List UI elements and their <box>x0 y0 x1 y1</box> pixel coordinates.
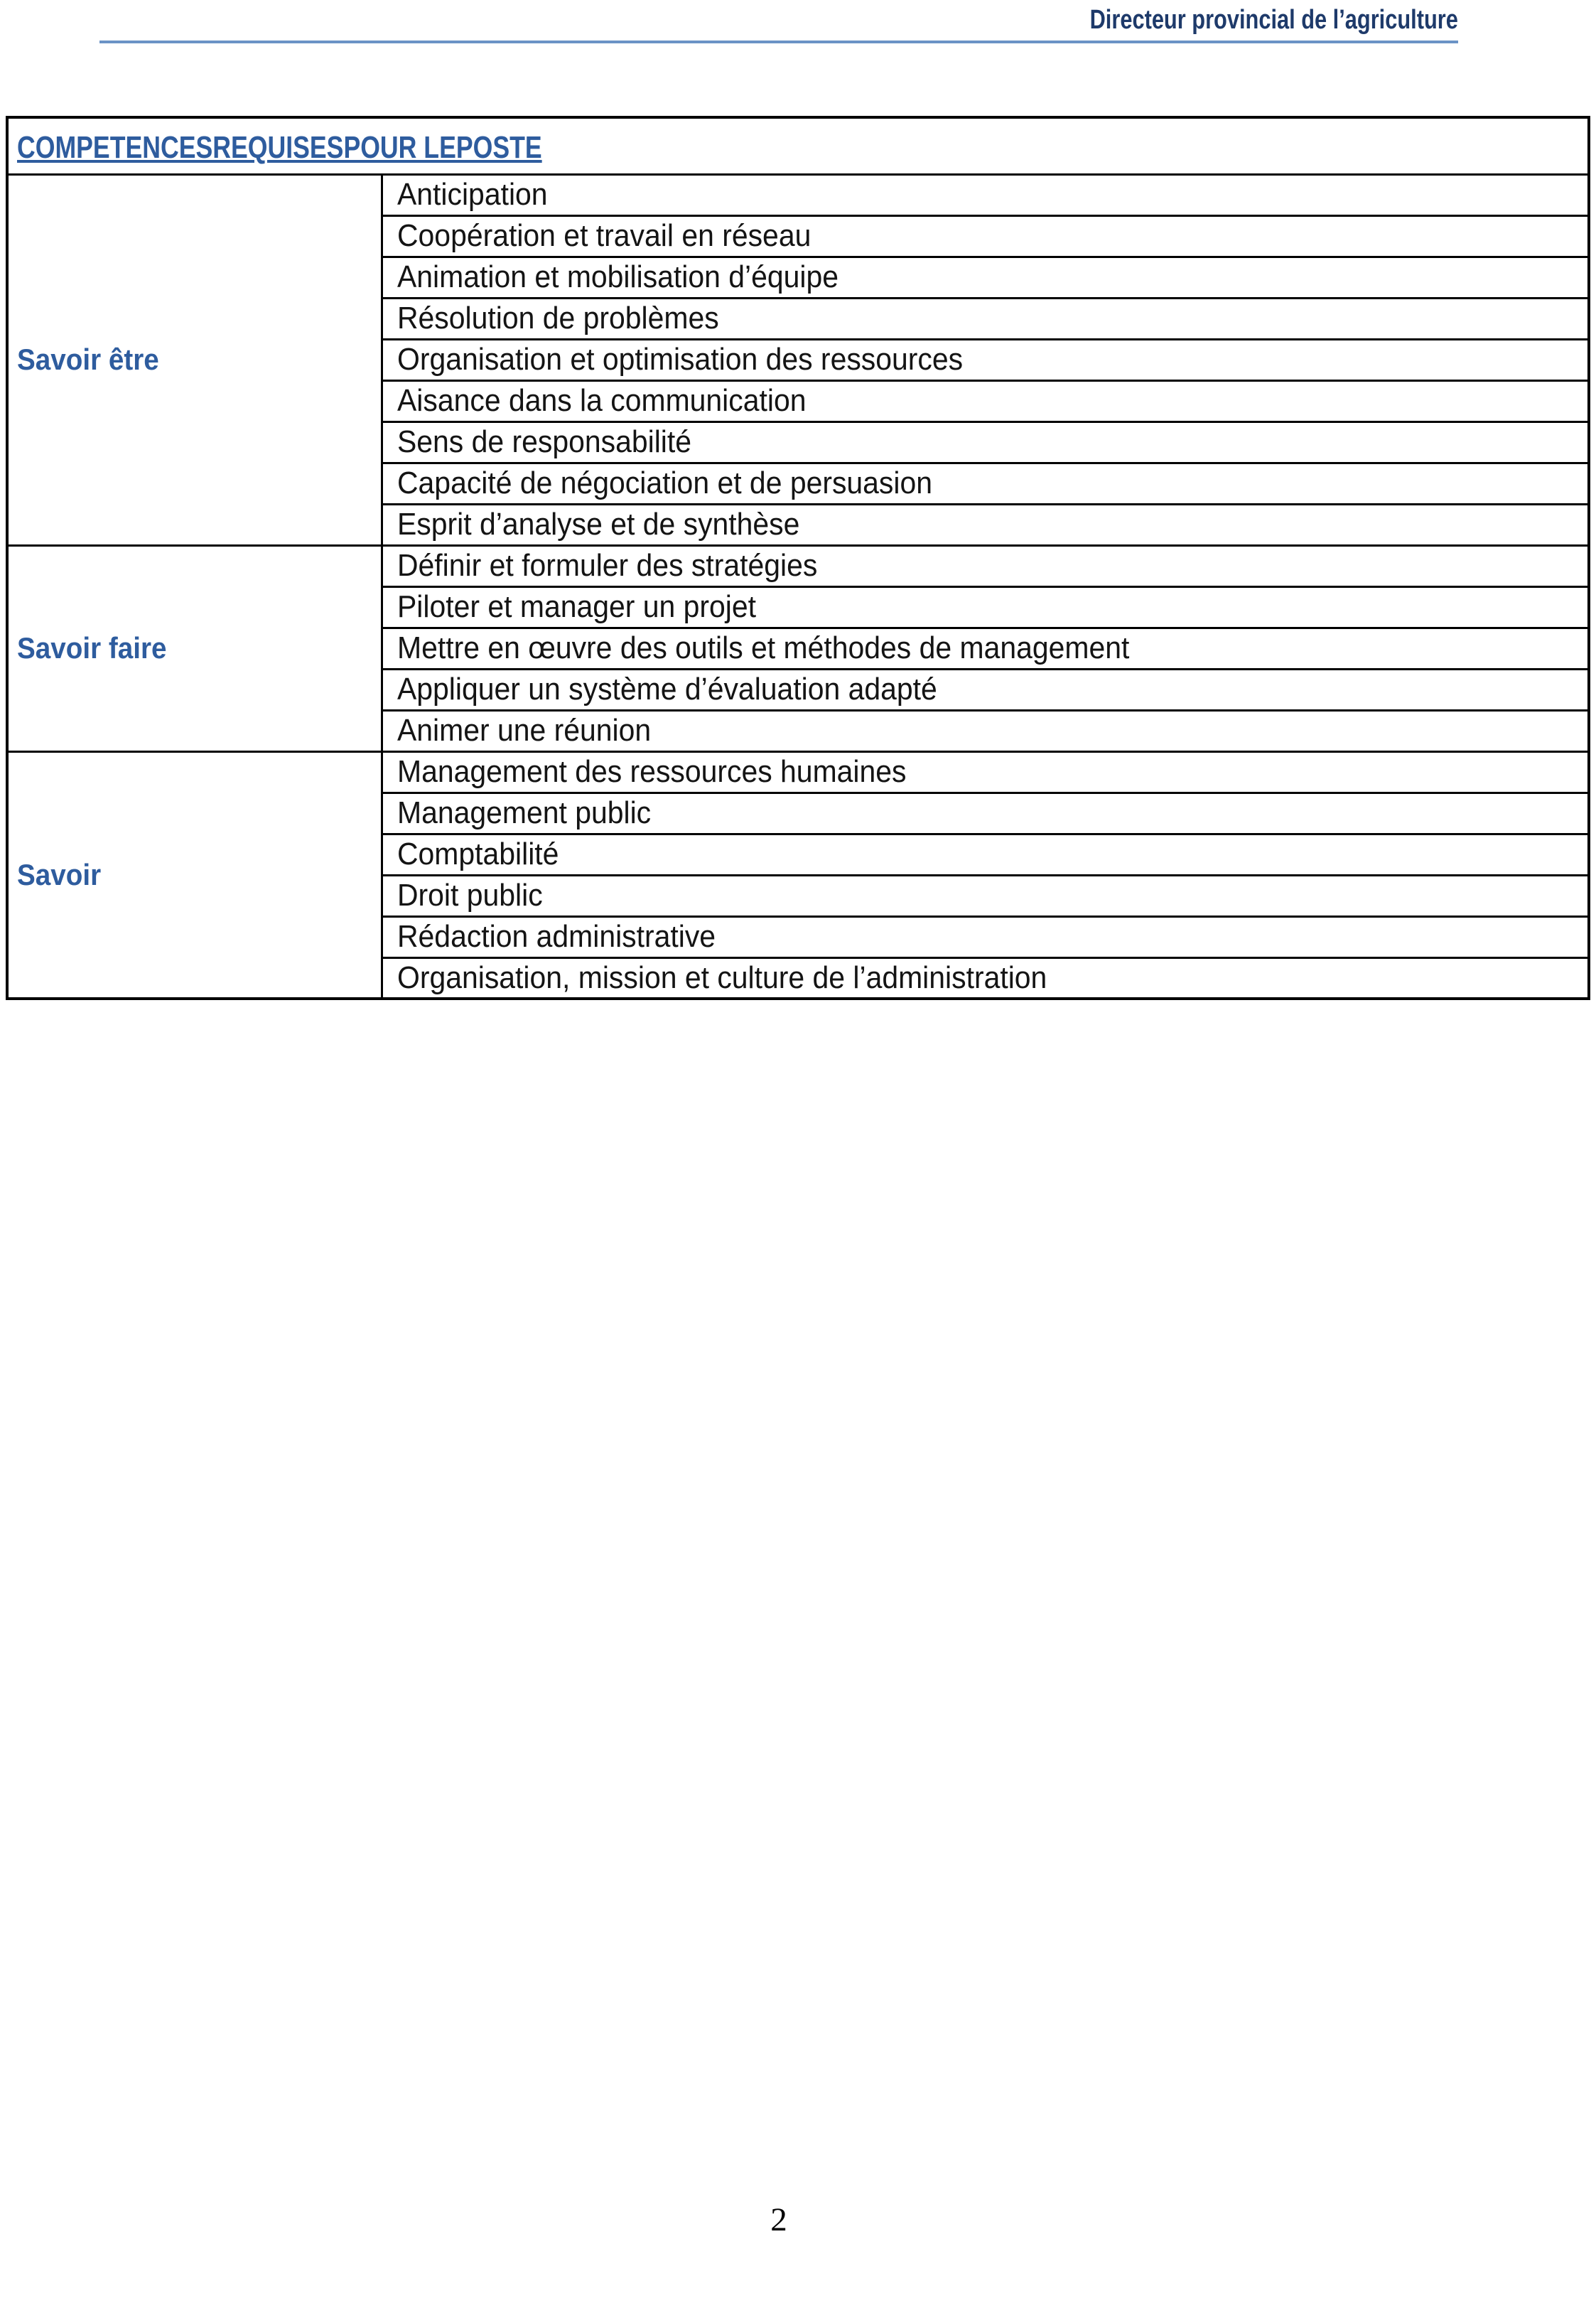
competence-item: Sens de responsabilité <box>397 424 691 459</box>
competence-item-cell <box>382 834 1589 875</box>
competence-item-cell <box>382 380 1589 422</box>
competences-table-body <box>7 117 1589 999</box>
competence-item-cell <box>382 174 1589 215</box>
category-label-cell <box>7 545 382 751</box>
table-row <box>7 545 1589 586</box>
competence-item: Management des ressources humaines <box>397 753 906 789</box>
category-label: Savoir être <box>17 342 159 376</box>
competence-item-cell <box>382 257 1589 298</box>
competence-item: Organisation et optimisation des ressources <box>397 341 963 377</box>
competence-item-cell <box>382 710 1589 751</box>
competence-item-cell <box>382 957 1589 999</box>
competence-item: Management public <box>397 795 651 830</box>
competence-item: Anticipation <box>397 176 548 212</box>
competence-item-cell <box>382 793 1589 834</box>
page-number: 2 <box>770 2201 787 2238</box>
competence-item-cell <box>382 586 1589 628</box>
table-title-row <box>7 117 1589 174</box>
category-label-cell <box>7 751 382 999</box>
competence-item: Définir et formuler des stratégies <box>397 547 817 583</box>
competences-table <box>6 116 1590 1000</box>
competence-item-cell <box>382 669 1589 710</box>
competence-item: Coopération et travail en réseau <box>397 218 811 253</box>
competence-item: Résolution de problèmes <box>397 300 719 335</box>
table-row <box>7 751 1589 793</box>
category-label-cell <box>7 174 382 545</box>
table-title: COMPETENCESREQUISESPOUR LEPOSTE <box>17 130 542 166</box>
competence-item-cell <box>382 751 1589 793</box>
competence-item: Rédaction administrative <box>397 918 716 954</box>
competence-item: Appliquer un système d’évaluation adapté <box>397 671 937 707</box>
competence-item: Comptabilité <box>397 836 559 871</box>
page-header <box>99 0 1458 43</box>
competence-item: Capacité de négociation et de persuasion <box>397 465 932 500</box>
competence-item: Aisance dans la communication <box>397 382 806 418</box>
competence-item-cell <box>382 422 1589 463</box>
header-title: Directeur provincial de l’agriculture <box>1089 5 1458 35</box>
competence-item-cell <box>382 215 1589 257</box>
competence-item-cell <box>382 298 1589 339</box>
table-row <box>7 174 1589 215</box>
competence-item-cell <box>382 545 1589 586</box>
category-label: Savoir <box>17 857 102 891</box>
competence-item: Piloter et manager un projet <box>397 589 756 624</box>
competence-item-cell <box>382 628 1589 669</box>
competence-item-cell <box>382 504 1589 545</box>
competence-item: Droit public <box>397 877 543 913</box>
competence-item-cell <box>382 339 1589 380</box>
competence-item: Animer une réunion <box>397 712 651 748</box>
competence-item: Mettre en œuvre des outils et méthodes de management <box>397 630 1129 665</box>
competence-item-cell <box>382 463 1589 504</box>
page-footer <box>99 2203 1458 2237</box>
competence-item: Animation et mobilisation d’équipe <box>397 259 839 294</box>
competence-item-cell <box>382 875 1589 916</box>
table-title-cell <box>7 117 1589 174</box>
competence-item: Esprit d’analyse et de synthèse <box>397 506 799 542</box>
competence-item-cell <box>382 916 1589 957</box>
competence-item: Organisation, mission et culture de l’administration <box>397 960 1047 995</box>
category-label: Savoir faire <box>17 630 167 665</box>
